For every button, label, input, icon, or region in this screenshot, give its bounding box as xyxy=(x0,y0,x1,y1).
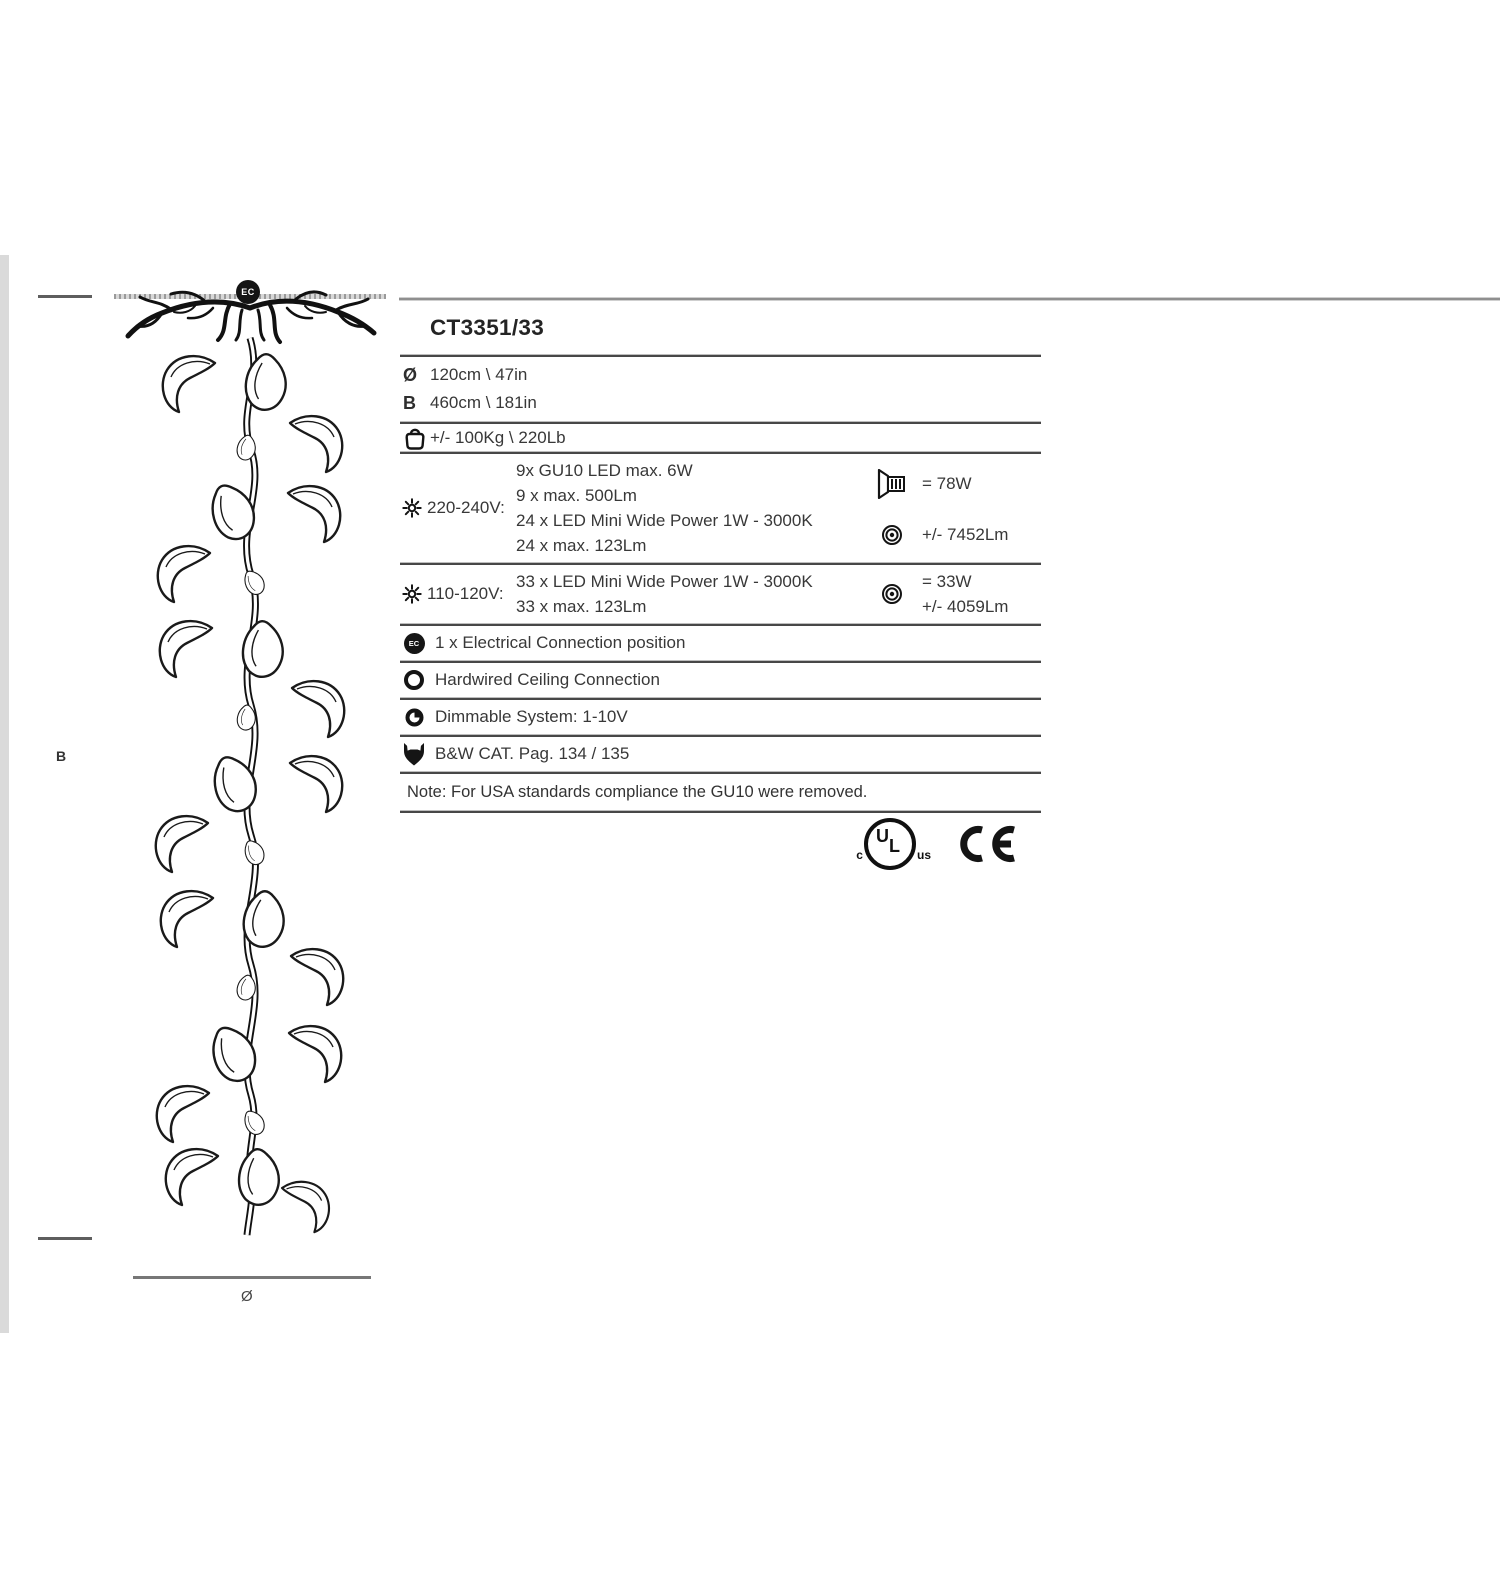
wattage-value: = 33W xyxy=(922,572,972,591)
product-code: CT3351/33 xyxy=(430,314,545,340)
catalog-cat-icon xyxy=(402,742,426,767)
voltage-110-lamping xyxy=(516,569,872,619)
dimmable-text: Dimmable System: 1-10V xyxy=(435,707,628,726)
lumens-value: +/- 4059Lm xyxy=(922,597,1009,616)
electrical-connection-text: 1 x Electrical Connection position xyxy=(435,633,686,652)
wattage-value: = 78W xyxy=(922,474,972,493)
height-row xyxy=(400,389,1041,417)
wattage-entry xyxy=(872,469,1041,499)
dimmable-row xyxy=(400,700,1041,734)
voltage-220-label-group xyxy=(400,498,516,518)
lamping-line: 9x GU10 LED max. 6W xyxy=(516,461,693,480)
ul-us-label: us xyxy=(916,848,931,862)
lamping-line: 24 x LED Mini Wide Power 1W - 3000K xyxy=(516,511,813,530)
voltage-110-label-group xyxy=(400,584,516,604)
usa-compliance-note: Note: For USA standards compliance the GU10 were removed. xyxy=(407,782,868,801)
lamp-voltage-icon xyxy=(402,498,422,518)
height-dimension-label: B xyxy=(56,748,67,764)
diameter-row xyxy=(400,361,1041,389)
voltage-110-block xyxy=(400,565,1041,623)
ul-letter-l: L xyxy=(888,836,900,856)
totals-stack xyxy=(922,569,1008,619)
weight-row xyxy=(400,424,1041,451)
lumens-value: +/- 7452Lm xyxy=(922,525,1009,544)
voltage-110-totals xyxy=(872,569,1041,619)
lamping-line: 33 x LED Mini Wide Power 1W - 3000K xyxy=(516,572,813,591)
lamp-voltage-icon xyxy=(402,584,422,604)
certifications-row xyxy=(400,813,1041,875)
diameter-icon: Ø xyxy=(403,364,418,385)
lamping-line: 24 x max. 123Lm xyxy=(516,536,647,555)
cul-us-mark-icon xyxy=(856,818,931,870)
hardwired-row xyxy=(400,663,1041,697)
weight-value: +/- 100Kg \ 220Lb xyxy=(430,427,566,447)
voltage-220-block xyxy=(400,454,1041,562)
ec-badge-text: EC xyxy=(408,638,420,648)
weight-icon xyxy=(400,425,430,451)
diameter-value: 120cm \ 47in xyxy=(430,365,528,384)
lamping-line: 9 x max. 500Lm xyxy=(516,486,637,505)
lumen-target-icon xyxy=(872,523,912,547)
hardwired-ring-icon xyxy=(402,670,426,690)
ul-canada-label: c xyxy=(856,848,863,862)
dimensions-section xyxy=(400,357,1041,421)
ul-circle xyxy=(864,818,916,870)
lumens-entry xyxy=(872,523,1041,547)
hardwired-text: Hardwired Ceiling Connection xyxy=(435,670,660,689)
lamping-line: 33 x max. 123Lm xyxy=(516,597,647,616)
voltage-110-label: 110-120V: xyxy=(427,584,504,603)
dimmer-icon xyxy=(402,707,426,728)
chandelier-line-drawing xyxy=(110,288,390,1238)
height-icon: B xyxy=(403,392,416,413)
diameter-dimension-line xyxy=(133,1276,371,1279)
spotlight-icon xyxy=(872,469,912,499)
voltage-220-label: 220-240V: xyxy=(427,498,505,517)
ec-position-badge-label: EC xyxy=(241,287,255,297)
wattage-lumens-entry xyxy=(872,569,1041,619)
height-dimension-tick-bottom xyxy=(38,1237,92,1240)
electrical-connection-row xyxy=(400,626,1041,660)
voltage-220-totals xyxy=(872,469,1041,547)
catalog-text: B&W CAT. Pag. 134 / 135 xyxy=(435,744,630,763)
lumen-target-icon xyxy=(872,582,912,606)
voltage-220-lamping xyxy=(516,458,872,558)
ce-mark-icon xyxy=(957,825,1021,863)
spec-table xyxy=(400,301,1041,875)
page-edge-shadow xyxy=(0,255,9,1333)
ec-badge-icon xyxy=(402,633,426,654)
ul-letter-u: U xyxy=(875,826,889,846)
ec-position-badge xyxy=(236,280,260,304)
diameter-dimension-label: Ø xyxy=(241,1288,253,1305)
height-dimension-tick-top xyxy=(38,295,92,298)
height-value: 460cm \ 181in xyxy=(430,393,537,412)
catalog-row xyxy=(400,737,1041,771)
